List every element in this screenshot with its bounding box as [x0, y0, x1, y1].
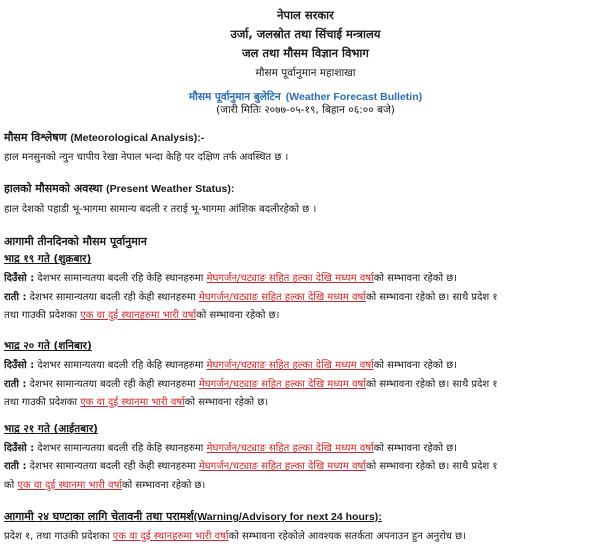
warning-highlight: एक वा दुई स्थानहरुमा भारी वर्षा	[112, 531, 229, 542]
government-title: नेपाल सरकार	[277, 8, 334, 22]
present-heading	[4, 181, 607, 196]
night-text: देशभर सामान्यतया बदली रही केही स्थानहरुमा	[26, 461, 199, 472]
night-label: राती :	[4, 379, 27, 390]
night-highlight: मेघगर्जन/चट्याङ सहित हल्का देखि मध्यम वर्षा	[198, 379, 366, 390]
day2-night-cont	[4, 394, 607, 408]
warning-heading-en: (Warning/Advisory for next 24 hours):	[193, 511, 382, 523]
warning-text	[4, 528, 607, 542]
day3-night-cont	[4, 477, 607, 491]
division-title: मौसम पूर्वानुमान महाशाखा	[255, 67, 356, 79]
night-highlight: मेघगर्जन/चट्याङ सहित हल्का देखि मध्यम वर्षा	[198, 461, 366, 472]
cont-text-end: को सम्भावना रहेको छ।	[196, 310, 280, 321]
daytime-highlight: मेघगर्जन/चट्याङ सहित हल्का देखि मध्यम वर्षा	[206, 443, 374, 454]
night-text: देशभर सामान्यतया बदली रही केही स्थानहरुमा	[26, 379, 199, 390]
warning-text-start: प्रदेश १, तथा गाउकी प्रदेशका	[4, 531, 113, 542]
day3-night	[4, 458, 607, 472]
day1-night	[4, 289, 607, 303]
daytime-text-end: को सम्भावना रहेको छ।	[373, 273, 458, 284]
cont-text: को	[4, 480, 18, 491]
daytime-highlight: मेघगर्जन/चट्याङ सहित हल्का देखि मध्यम वर्षा	[206, 360, 374, 371]
day1-daytime	[4, 270, 607, 284]
analysis-heading-np: मौसम विश्लेषण	[4, 131, 67, 144]
night-text: देशभर सामान्यतया बदली रही केही स्थानहरुमा	[26, 292, 199, 303]
warning-heading	[4, 509, 607, 524]
daytime-label: दिउँसो :	[4, 273, 35, 284]
cont-highlight: एक वा दुई स्थानमा भारी वर्षा	[80, 397, 185, 408]
day1-date: भाद्र १९ गते (शुक्रबार)	[4, 253, 92, 265]
bulletin-title-np: मौसम पूर्वानुमान बुलेटिन	[188, 91, 281, 103]
day1-night-cont	[4, 307, 607, 321]
night-text-end: को सम्भावना रहेको छ। साथै प्रदेश १	[365, 292, 498, 303]
daytime-text: देशभर सामान्यतया बदली रहि केहि स्थानहरुमा	[34, 360, 207, 371]
cont-text-end: को सम्भावना रहेको छ।	[121, 480, 206, 491]
present-heading-en: (Present Weather Status):	[106, 183, 235, 195]
department-title: जल तथा मौसम विज्ञान विभाग	[242, 46, 369, 60]
daytime-label: दिउँसो :	[4, 360, 35, 371]
night-text-end: को सम्भावना रहेको छ। साथै प्रदेश १	[365, 379, 498, 390]
daytime-text-end: को सम्भावना रहेको छ।	[373, 360, 458, 371]
night-text-end: को सम्भावना रहेको छ। साथै प्रदेश १	[365, 461, 498, 472]
present-text: हाल देशको पहाडी भू-भागमा सामान्य बदली र तराई भू-भागमा आंशिक बदलीरहेको छ ।	[4, 204, 317, 215]
day2-daytime	[4, 357, 607, 371]
day2-night	[4, 376, 607, 390]
day3-daytime	[4, 440, 607, 454]
forecast-heading: आगामी तीनदिनको मौसम पूर्वानुमान	[4, 235, 147, 248]
night-highlight: मेघगर्जन/चट्याङ सहित हल्का देखि मध्यम वर्षा	[198, 292, 366, 303]
day2-date: भाद्र २० गते (शनिबार)	[4, 340, 92, 352]
present-heading-np: हालको मौसमको अवस्था	[4, 182, 103, 195]
warning-heading-np: आगामी २४ घण्टाका लागि चेतावनी तथा परामर्श	[4, 510, 194, 523]
daytime-text: देशभर सामान्यतया बदली रहि केहि स्थानहरुमा	[34, 443, 207, 454]
analysis-heading-en: (Meteorological Analysis):-	[70, 132, 205, 144]
warning-text-end: को सम्भावना रहेकोले आवश्यक सतर्कता अपनाउन हुन अनुरोध छ।	[228, 531, 466, 542]
cont-highlight: एक वा दुई स्थानहरुमा भारी वर्षा	[80, 310, 197, 321]
cont-text: तथा गाउकी प्रदेशका	[4, 397, 81, 408]
daytime-highlight: मेघगर्जन/चट्याङ सहित हल्का देखि मध्यम वर्षा	[206, 273, 374, 284]
night-label: राती :	[4, 461, 27, 472]
daytime-text: देशभर सामान्यतया बदली रहि केहि स्थानहरुमा	[34, 273, 207, 284]
analysis-heading	[4, 130, 607, 145]
daytime-label: दिउँसो :	[4, 443, 35, 454]
night-label: राती :	[4, 292, 27, 303]
day3-date: भाद्र २१ गते (आईतबार)	[4, 423, 98, 435]
cont-text: तथा गाउकी प्रदेशका	[4, 310, 81, 321]
analysis-text: हाल मनसुनको न्युन चापीय रेखा नेपाल भन्दा केहि पर दक्षिण तर्फ अवस्थित छ ।	[4, 152, 289, 163]
bulletin-title-en: (Weather Forecast Bulletin)	[285, 91, 423, 103]
bulletin-title	[0, 85, 611, 104]
cont-highlight: एक वा दुई स्थानमा भारी वर्षा	[17, 480, 122, 491]
cont-text-end: को सम्भावना रहेको छ।	[184, 397, 269, 408]
daytime-text-end: को सम्भावना रहेको छ।	[373, 443, 458, 454]
issue-date: (जारी मितिः २०७७-०५-१९, बिहान ०६:०० बजे)	[216, 104, 395, 116]
ministry-title: उर्जा, जलस्रोत तथा सिंचाई मन्त्रालय	[230, 27, 381, 41]
